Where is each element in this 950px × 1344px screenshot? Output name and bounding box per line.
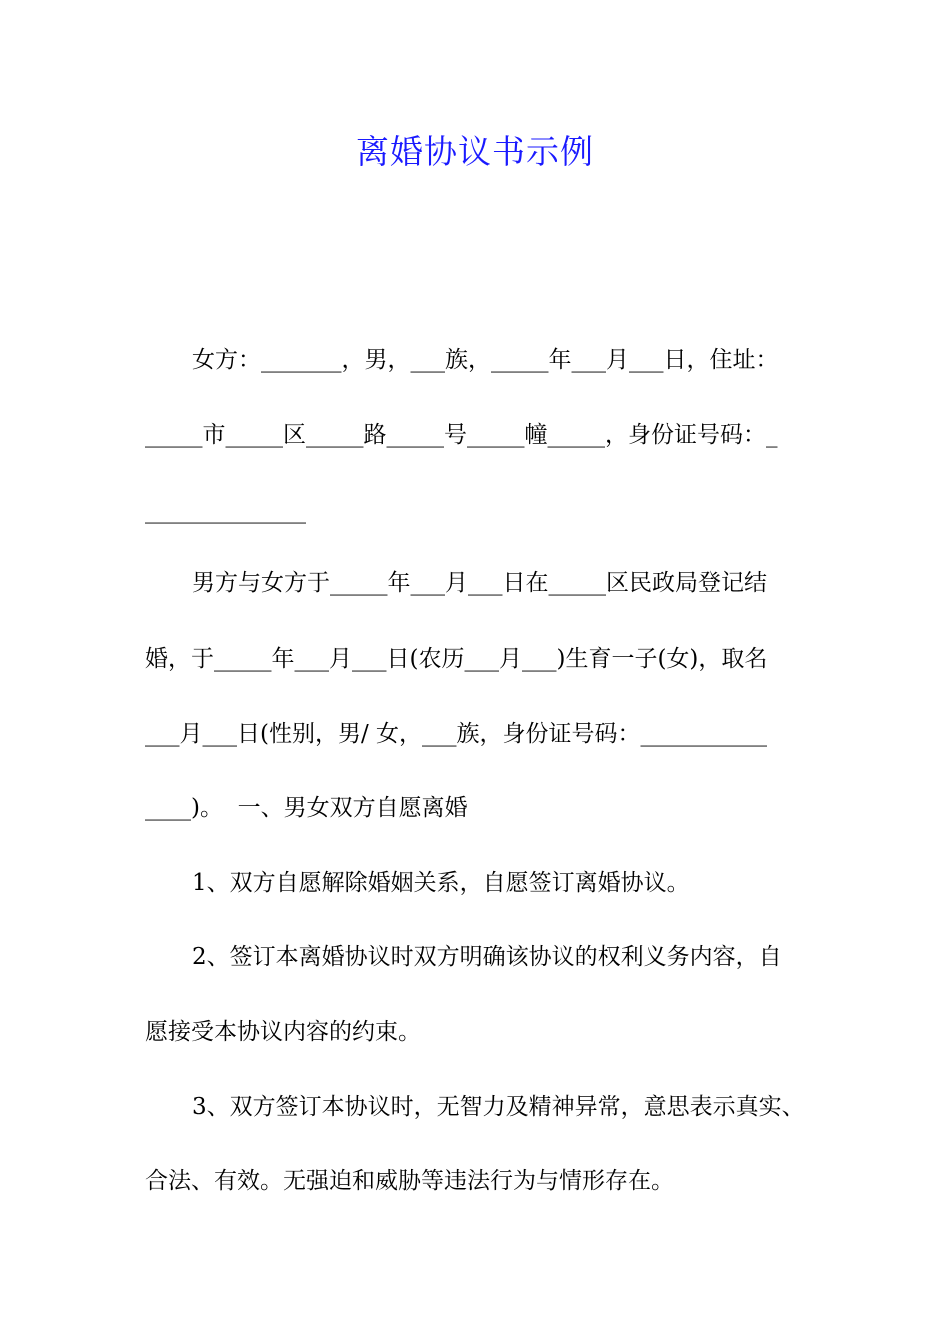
- document-title: 离婚协议书示例: [356, 132, 594, 171]
- text-line: 婚，于_____年___月___日(农历___月___)生育一子(女)，取名: [145, 646, 768, 672]
- text-line: ______________: [145, 498, 306, 524]
- text-line: 3、双方签订本协议时，无智力及精神异常，意思表示真实、: [192, 1094, 805, 1120]
- text-line: 女方：_______，男，___族，_____年___月___日，住址：: [192, 347, 779, 373]
- text-line: 男方与女方于_____年___月___日在_____区民政局登记结: [192, 570, 767, 596]
- text-line: 愿接受本协议内容的约束。: [145, 1019, 421, 1045]
- text-line: 合法、有效。无强迫和威胁等违法行为与情形存在。: [145, 1168, 674, 1194]
- text-line: ___月___日(性别，男/ 女，___族，身份证号码：___________: [145, 721, 768, 747]
- text-line: 1、双方自愿解除婚姻关系，自愿签订离婚协议。: [192, 870, 690, 896]
- text-line: 2、签订本离婚协议时双方明确该协议的权利义务内容，自: [192, 944, 782, 970]
- text-line: ____)。 一、男女双方自愿离婚: [145, 795, 468, 821]
- text-line: _____市_____区_____路_____号_____幢_____，身份证号码：_: [145, 422, 778, 448]
